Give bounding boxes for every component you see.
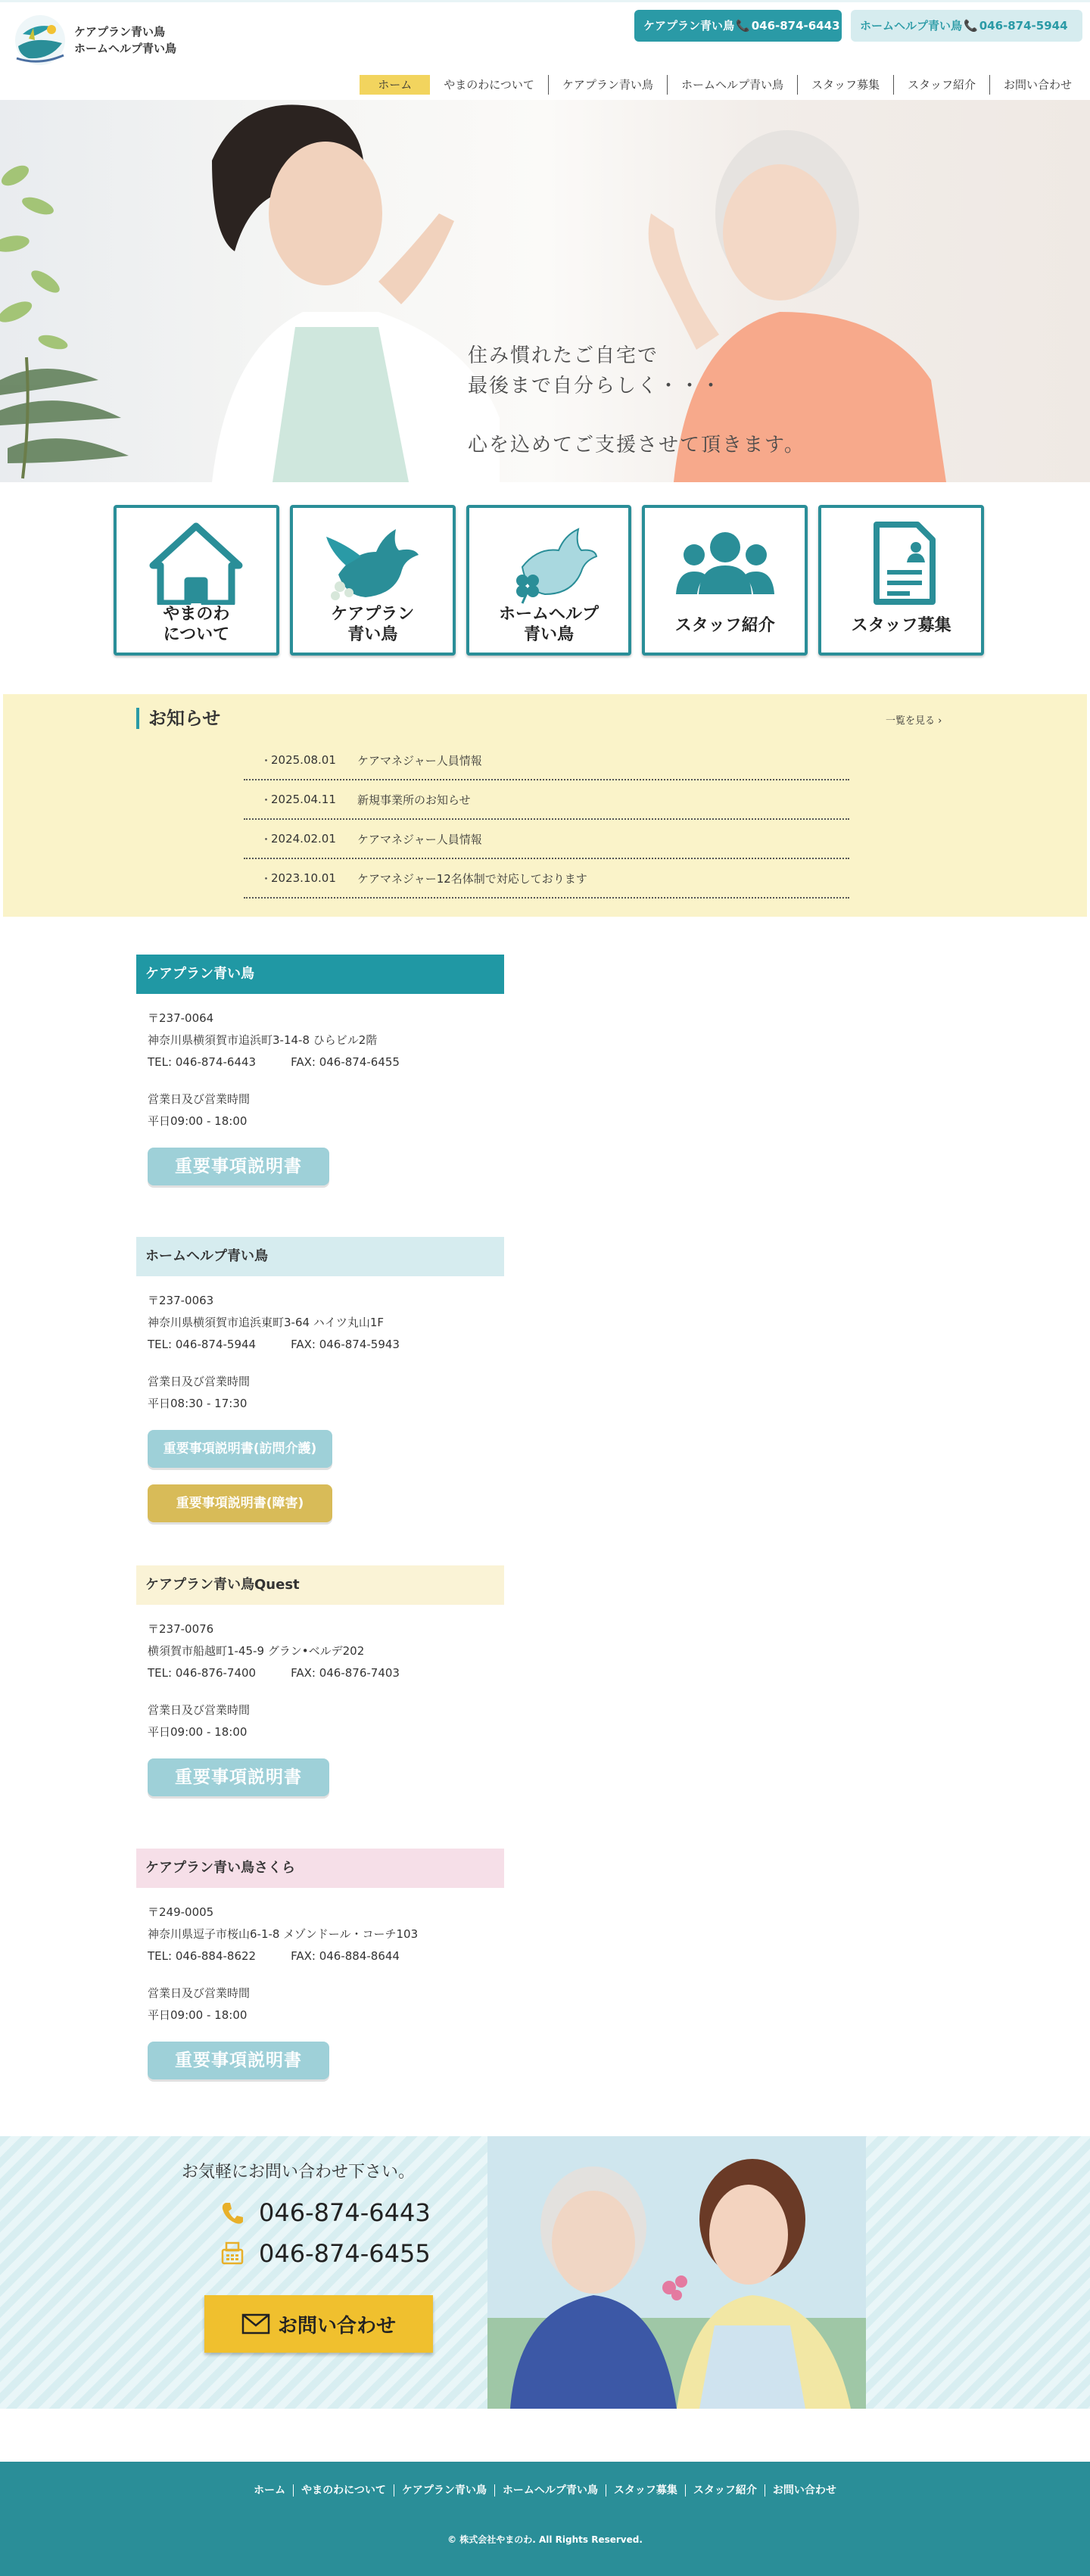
footer-nav-about[interactable]: やまのわについて [294, 2484, 394, 2497]
contact-fax-number: 046-874-6455 [259, 2239, 431, 2268]
office-sakura [136, 1849, 504, 2079]
office-name: ホームヘルプ青い鳥 [136, 1237, 504, 1276]
news-date: 2023.10.01 [271, 871, 336, 885]
office-hours: 平日09:00 - 18:00 [148, 1725, 248, 1739]
news-item[interactable]: ・ 2025.08.01 ケアマネジャー人員情報 [244, 741, 849, 780]
office-zip: 〒237-0063 [148, 1294, 214, 1307]
card-recruit-label: スタッフ募集 [851, 616, 951, 635]
office-hours-label: 営業日及び営業時間 [148, 1703, 251, 1717]
office-hours: 平日08:30 - 17:30 [148, 1397, 248, 1410]
contact-tel[interactable] [220, 2198, 431, 2227]
site-logo[interactable] [12, 13, 179, 67]
bluebird-logo-icon [12, 13, 68, 67]
office-name: ケアプラン青い鳥Quest [136, 1565, 504, 1605]
nav-home[interactable]: ホーム [360, 75, 430, 95]
hero-message [468, 341, 805, 460]
office-name: ケアプラン青い鳥さくら [136, 1849, 504, 1888]
careplan-phone-number: 046-874-6443 [751, 19, 840, 33]
important-doc-disability-button[interactable]: 重要事項説明書(障害) [148, 1484, 332, 1522]
card-homehelp-line1: ホームヘルプ [498, 605, 599, 624]
office-hours-label: 営業日及び営業時間 [148, 1092, 251, 1106]
careplan-phone-label: ケアプラン青い鳥 [643, 19, 735, 33]
phone-icon: 📞 [736, 19, 750, 33]
office-hours: 平日09:00 - 18:00 [148, 1114, 248, 1128]
nav-staff[interactable]: スタッフ紹介 [894, 75, 990, 95]
news-date: 2025.04.11 [271, 793, 336, 806]
phone-icon [220, 2200, 245, 2226]
site-header [0, 2, 1090, 98]
card-homehelp-line2: 青い鳥 [523, 625, 574, 644]
card-staff-label: スタッフ紹介 [674, 616, 775, 635]
office-zip: 〒237-0064 [148, 1011, 214, 1025]
homehelp-phone-button[interactable] [851, 10, 1082, 42]
hero-banner [0, 100, 1090, 482]
contact-fax [220, 2239, 431, 2268]
office-fax: FAX: 046-876-7403 [291, 1666, 400, 1680]
office-hours-label: 営業日及び営業時間 [148, 1375, 251, 1388]
footer-nav-homehelp[interactable]: ホームヘルプ青い鳥 [495, 2484, 606, 2497]
office-hours-label: 営業日及び営業時間 [148, 1986, 251, 2000]
office-quest [136, 1565, 504, 1796]
office-tel: TEL: 046-874-6443 [148, 1055, 257, 1069]
caregiver-senior-photo [487, 2136, 866, 2409]
mail-icon [241, 2313, 270, 2335]
news-item[interactable]: ・ 2024.02.01 ケアマネジャー人員情報 [244, 820, 849, 859]
copyright: © 株式会社やまのわ. All Rights Reserved. [447, 2534, 643, 2545]
careplan-phone-button[interactable] [634, 10, 842, 42]
office-zip: 〒249-0005 [148, 1905, 214, 1919]
card-careplan-line1: ケアプラン [331, 605, 415, 624]
people-icon [676, 522, 774, 605]
office-address: 神奈川県横須賀市追浜町3-14-8 ひらビル2階 [148, 1033, 378, 1047]
card-about[interactable] [114, 505, 279, 656]
nav-contact[interactable]: お問い合わせ [1003, 78, 1072, 92]
office-zip: 〒237-0076 [148, 1622, 214, 1636]
office-fax: FAX: 046-884-8644 [291, 1949, 400, 1963]
news-title-text: ケアマネジャー人員情報 [357, 753, 482, 768]
office-tel: TEL: 046-884-8622 [148, 1949, 257, 1963]
important-doc-button[interactable]: 重要事項説明書 [148, 2042, 329, 2079]
hero-line-2: 最後まで自分らしく・・・ [468, 375, 723, 397]
hero-line-1: 住み慣れたご自宅で [468, 344, 659, 367]
service-cards [114, 505, 984, 656]
contact-band [0, 2136, 1090, 2409]
site-footer [0, 2462, 1090, 2576]
caregiver-photo [182, 100, 500, 482]
card-recruit[interactable] [818, 505, 984, 656]
footer-nav-recruit[interactable]: スタッフ募集 [606, 2484, 686, 2497]
logo-line-2: ホームヘルプ青い鳥 [74, 42, 177, 55]
footer-nav-contact[interactable]: お問い合わせ [772, 2484, 836, 2497]
news-title-text: 新規事業所のお知らせ [357, 793, 471, 807]
important-doc-visit-button[interactable]: 重要事項説明書(訪問介護) [148, 1430, 332, 1468]
office-tel: TEL: 046-874-5944 [148, 1338, 257, 1351]
contact-button[interactable] [204, 2295, 433, 2353]
card-about-line1: やまのわ [163, 605, 230, 624]
office-hours: 平日09:00 - 18:00 [148, 2008, 248, 2022]
card-careplan-line2: 青い鳥 [347, 625, 398, 644]
house-icon [147, 522, 245, 605]
logo-line-1: ケアプラン青い鳥 [74, 25, 166, 39]
contact-tel-number: 046-874-6443 [259, 2198, 431, 2227]
news-date: 2025.08.01 [271, 753, 336, 767]
footer-nav-careplan[interactable]: ケアプラン青い鳥 [394, 2484, 495, 2497]
news-item[interactable]: ・ 2023.10.01 ケアマネジャー12名体制で対応しております [244, 859, 849, 899]
news-title: お知らせ [136, 708, 220, 729]
office-tel: TEL: 046-876-7400 [148, 1666, 257, 1680]
news-more-label: 一覧を見る [886, 715, 936, 727]
global-nav [360, 75, 1072, 95]
hero-line-3: 心を込めてご支援させて頂きます。 [468, 434, 805, 456]
office-fax: FAX: 046-874-5943 [291, 1338, 400, 1351]
homehelp-phone-number: 046-874-5944 [979, 19, 1068, 33]
news-section [3, 694, 1087, 917]
contact-button-label: お問い合わせ [277, 2314, 396, 2338]
footer-nav [0, 2484, 1090, 2497]
important-doc-button[interactable]: 重要事項説明書 [148, 1758, 329, 1796]
fax-icon [220, 2241, 245, 2266]
office-name: ケアプラン青い鳥 [136, 955, 504, 994]
nav-about[interactable]: やまのわについて [430, 75, 549, 95]
news-item[interactable]: ・ 2025.04.11 新規事業所のお知らせ [244, 780, 849, 820]
card-careplan[interactable] [290, 505, 456, 656]
bird-clover-icon [500, 522, 598, 605]
card-about-line2: について [163, 625, 230, 644]
footer-nav-staff[interactable]: スタッフ紹介 [686, 2484, 765, 2497]
office-address: 神奈川県横須賀市追浜東町3-64 ハイツ丸山1F [148, 1316, 384, 1329]
important-doc-button[interactable]: 重要事項説明書 [148, 1148, 329, 1185]
chevron-right-icon: › [938, 715, 942, 727]
nav-homehelp[interactable]: ホームヘルプ青い鳥 [668, 75, 798, 95]
card-homehelp[interactable] [466, 505, 632, 656]
contact-lead: お気軽にお問い合わせ下さい。 [182, 2163, 416, 2182]
news-more-link[interactable] [886, 712, 942, 727]
news-title-text: ケアマネジャー人員情報 [357, 832, 482, 846]
news-title-text: ケアマネジャー12名体制で対応しております [357, 871, 587, 886]
nav-careplan[interactable]: ケアプラン青い鳥 [549, 75, 668, 95]
news-date: 2024.02.01 [271, 832, 336, 846]
phone-icon: 📞 [964, 19, 978, 33]
nav-recruit[interactable]: スタッフ募集 [798, 75, 894, 95]
office-address: 横須賀市船越町1-45-9 グラン•ベルデ202 [148, 1644, 365, 1658]
news-list [244, 741, 849, 899]
homehelp-phone-label: ホームヘルプ青い鳥 [860, 19, 963, 33]
office-homehelp [136, 1237, 504, 1522]
footer-nav-home[interactable]: ホーム [246, 2484, 294, 2497]
document-icon [852, 522, 951, 605]
office-fax: FAX: 046-874-6455 [291, 1055, 400, 1069]
plant-illustration [0, 130, 129, 482]
bird-icon [323, 522, 422, 605]
office-careplan [136, 955, 504, 1185]
card-staff[interactable] [642, 505, 808, 656]
office-address: 神奈川県逗子市桜山6-1-8 メゾンドール・コーチ103 [148, 1927, 419, 1941]
